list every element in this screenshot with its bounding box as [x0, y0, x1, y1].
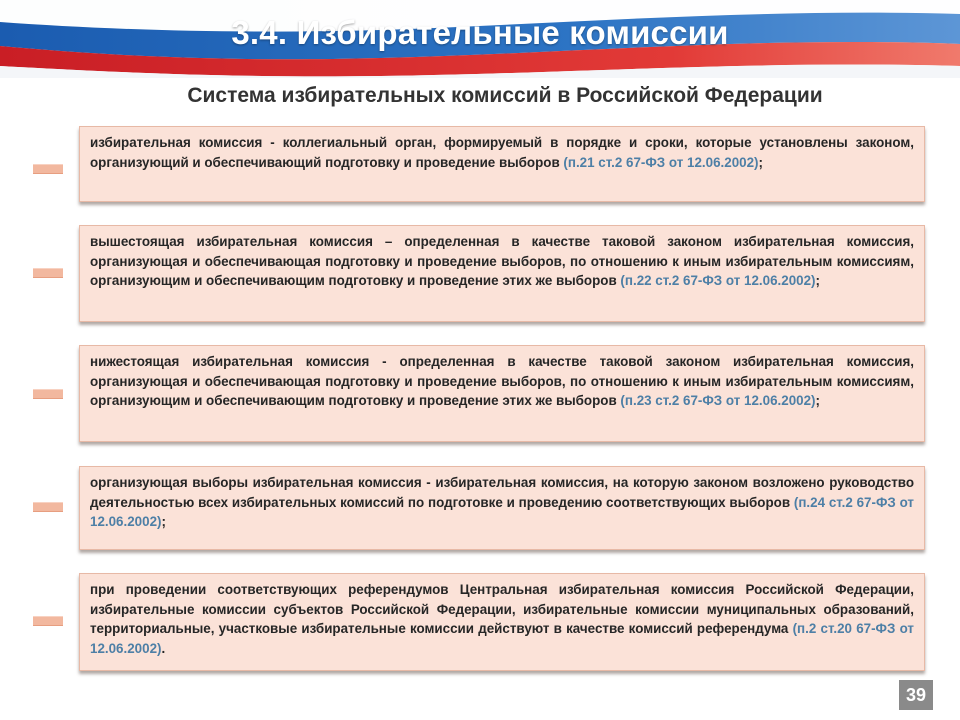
definition-box-referendum-commission: [79, 573, 925, 671]
bullet-marker: [33, 389, 63, 399]
definition-box-organizing-commission: [79, 466, 925, 550]
definition-end: ;: [758, 154, 763, 170]
definition-box-higher-commission: [79, 225, 925, 322]
slide-title: 3.4. Избирательные комиссии: [231, 14, 729, 51]
law-reference: (п.24 ст.2 67-ФЗ от 12.06.2002): [90, 494, 914, 529]
definition-text: избирательная комиссия - коллегиальный орган, формируемый в порядке и сроки, которые установлены законом, организующий и обеспечивающий подготовку и проведение выборов: [90, 135, 914, 170]
law-reference: (п.22 ст.2 67-ФЗ от 12.06.2002): [620, 273, 816, 288]
definition-box-commission: [79, 126, 925, 202]
definition-text: нижестоящая избирательная комиссия - определенная в качестве таковой законом избирательная комиссия, организующая и обеспечивающая подготовку и проведение выборов, по отношению к иным избирательным комиссиям, организующим и обеспечивающим подготовку и проведение этих же выборов: [90, 354, 914, 408]
law-reference: (п.2 ст.20 67-ФЗ от 12.06.2002): [90, 621, 914, 656]
definition-text: при проведении соответствующих референдумов Центральная избирательная комиссия Российской Федерации, избирательные комиссии субъектов Российской Федерации, избирательные комиссии муниципальных образований, территориальные, участковые избирательные комиссии действуют в качестве комиссий референдума: [90, 582, 914, 636]
bullet-marker: [33, 268, 63, 278]
bullet-marker: [33, 164, 63, 174]
page-number: 39: [899, 680, 933, 710]
law-reference: (п.21 ст.2 67-ФЗ от 12.06.2002): [563, 154, 759, 170]
bullet-marker: [33, 616, 63, 626]
bullet-marker: [33, 502, 63, 512]
definition-end: ;: [161, 514, 166, 529]
slide-subtitle: Система избирательных комиссий в Российской Федерации: [187, 84, 823, 107]
definition-text: организующая выборы избирательная комиссия - избирательная комиссия, на которую законом возложено руководство деятельностью всех избирательных комиссий по подготовке и проведению соответствующих выборов: [90, 475, 914, 510]
definition-text: вышестоящая избирательная комиссия – определенная в качестве таковой законом избирательная комиссия, организующая и обеспечивающая подготовку и проведение выборов, по отношению к иным избирательным комиссиям, организующим и обеспечивающим подготовку и проведение этих же выборов: [90, 234, 914, 288]
definition-end: ;: [815, 273, 820, 288]
definition-box-lower-commission: [79, 345, 925, 442]
law-reference: (п.23 ст.2 67-ФЗ от 12.06.2002): [620, 393, 816, 408]
definition-end: .: [161, 640, 166, 656]
definition-end: ;: [815, 393, 820, 408]
